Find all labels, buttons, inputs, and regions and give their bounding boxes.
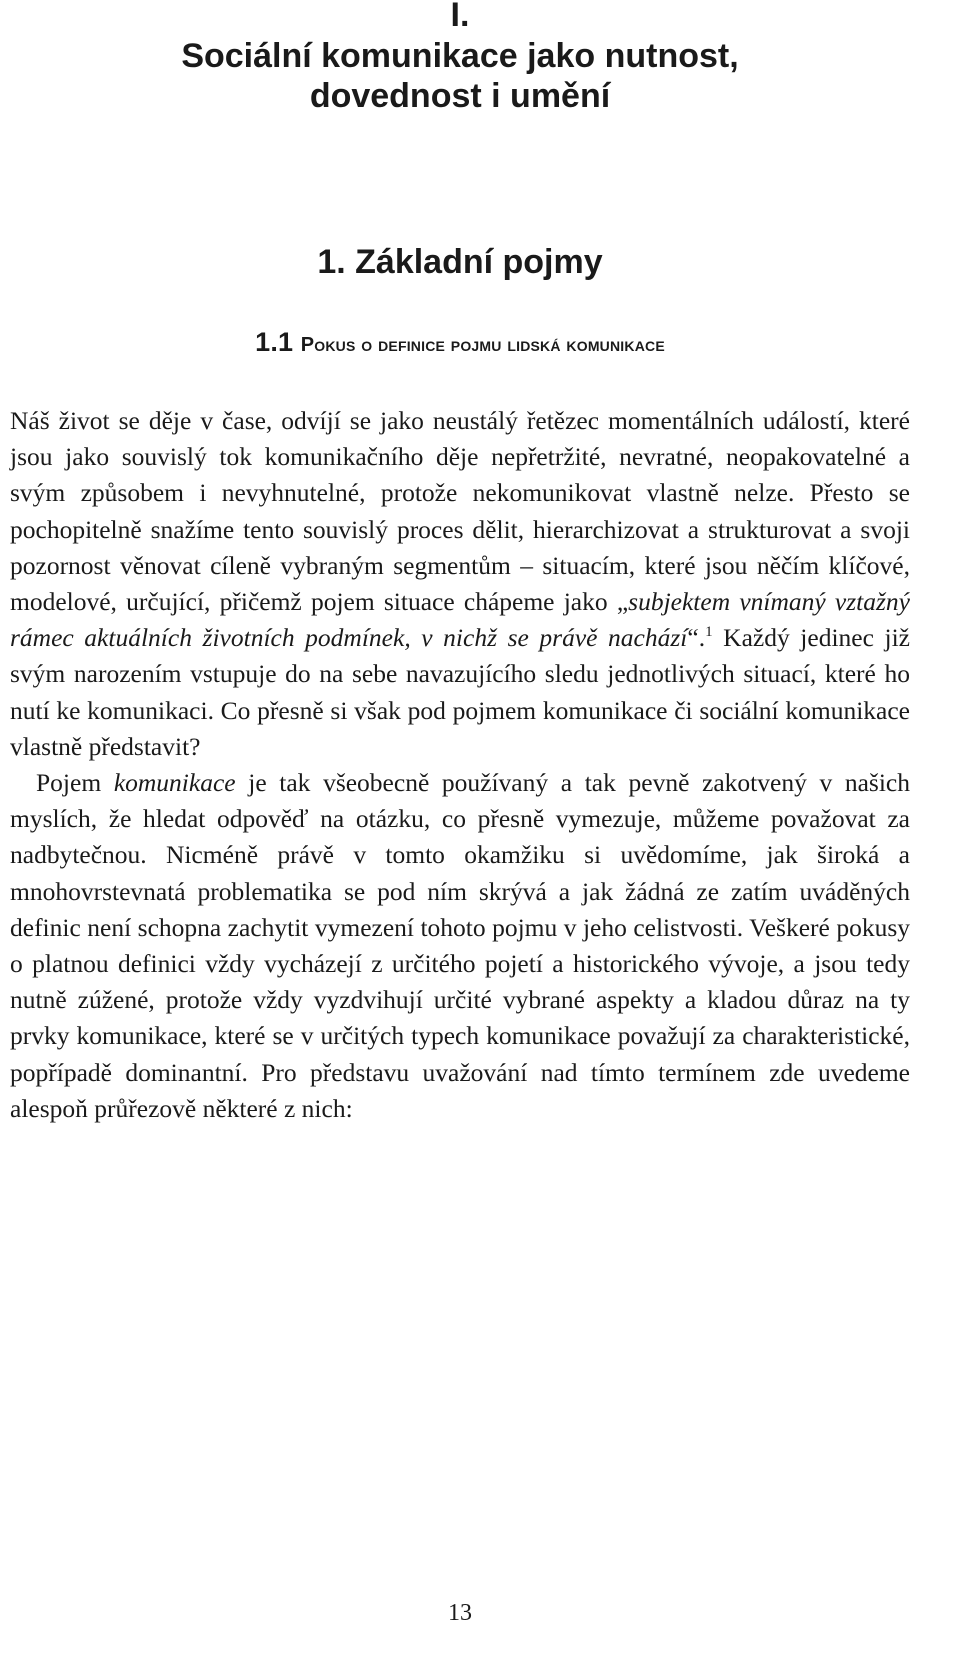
- section-number: 1.1: [255, 327, 294, 357]
- paragraph-2-text-a: Pojem: [36, 768, 114, 798]
- paragraph-2-text-b: je tak všeobecně používaný a tak pevně zakotvený v našich myslích, že hledat odpověď na otázku, co přesně vymezuje, můžeme považovat za nadbytečnou. Nicméně právě v tomto okamžiku si uvědomíme, jak široká a mnohovrstevnatá problematika se pod ním skrývá a jak žádná ze zatím uváděných definic není schopna zachytit vymezení tohoto pojmu v jeho celistvosti. Veškeré pokusy o platnou definici vždy vycházejí z určitého pojetí a historického vývoje, a jsou tedy nutně zúžené, protože vždy vyzdvihují určité vybrané aspekty a kladou důraz na ty prvky komunikace, které se v určitých typech komunikace považují za charakteristické, popřípadě dominantní. Pro představu uvažování nad tímto termínem zde uvedeme alespoň průřezově některé z nich:: [10, 768, 910, 1123]
- section-heading-text: Pokus o definice pojmu lidská komunikace: [300, 334, 665, 356]
- section-title: [10, 326, 910, 361]
- situation-definition-quote: subjektem vnímaný vztažný rámec aktuálních životních podmínek, v nichž se právě nachází: [10, 587, 910, 653]
- paragraph-1-text-c: Každý jedinec již svým narozením vstupuje do na sebe navazujícího sledu jednotlivých situací, které ho nutí ke komunikaci. Co přesně si však pod pojmem komunikace či sociální komunikace vlastně představit?: [10, 623, 910, 761]
- part-title-line-1: Sociální komunikace jako nutnost,: [181, 37, 739, 75]
- term-komunikace: komunikace: [113, 768, 236, 798]
- body-text: [10, 403, 910, 1127]
- paragraph-1: [10, 403, 910, 765]
- footnote-marker: 1: [705, 624, 713, 641]
- page-number: 13: [448, 1600, 472, 1626]
- paragraph-1-quote-close: “.: [687, 623, 706, 653]
- part-title: [10, 36, 910, 116]
- book-page: [10, 0, 910, 1659]
- chapter-title: 1. Základní pojmy: [317, 243, 603, 281]
- paragraph-1-text-a: Náš život se děje v čase, odvíjí se jako neustálý řetězec momentálních událostí, které jsou jako souvislý tok komunikačního děje nepřetržité, nevratné, neopakovatelné a svým způsobem i nevyhnutelné, protože nekomunikovat vlastně nelze. Přesto se pochopitelně snažíme tento souvislý proces dělit, hierarchizovat a strukturovat a svoji pozornost věnovat cíleně vybraným segmentům – situacím, které jsou něčím klíčové, modelové, určující, přičemž pojem situace chápeme jako „: [10, 406, 910, 617]
- paragraph-2: [10, 765, 910, 1127]
- part-title-line-2: dovednost i umění: [309, 77, 611, 115]
- part-number: I.: [450, 0, 470, 34]
